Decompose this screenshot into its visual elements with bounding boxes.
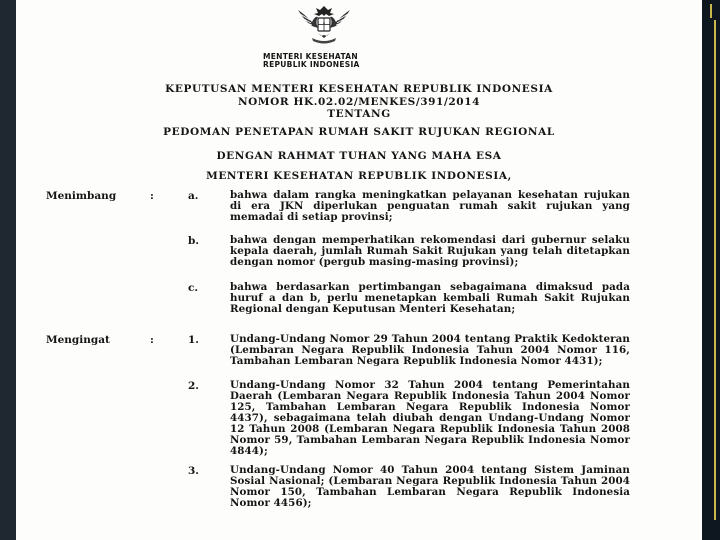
decree-number: NOMOR HK.02.02/MENKES/391/2014: [237, 96, 481, 108]
mengingat-item-num: 3.: [188, 465, 199, 477]
mengingat-label: Mengingat: [46, 334, 110, 346]
menimbang-item-text: bahwa dengan memperhatikan rekomendasi dari gubernur selaku kepala daerah, jumlah Rumah Sakit Rujukan yang telah ditetapkan dengan nomor (pergub masing-masing provinsi);: [230, 234, 630, 268]
decree-tentang: TENTANG: [327, 108, 391, 120]
menimbang-colon: :: [150, 190, 154, 202]
mengingat-item-num: 1.: [188, 334, 199, 346]
menimbang-item-text: bahwa berdasarkan pertimbangan sebagaimana dimaksud pada huruf a dan b, perlu menetapkan kembali Rumah Sakit Rujukan Regional dengan Keputusan Menteri Kesehatan;: [230, 281, 630, 315]
decree-title: KEPUTUSAN MENTERI KESEHATAN REPUBLIK INDONESIA: [165, 83, 553, 95]
mengingat-colon: :: [150, 334, 154, 346]
mengingat-item-text: Undang-Undang Nomor 32 Tahun 2004 tentang Pemerintahan Daerah (Lembaran Negara Republik Indonesia Tahun 2004 Nomor 125, Tambahan Lembaran Negara Republik Indonesia Nomor 4437), sebagaimana telah diubah dengan Undang-Undang Nomor 12 Tahun 2008 (Lembaran Negara Republik Indonesia Tahun 2008 Nomor 59, Tambahan Lembaran Negara Republik Indonesia Nomor 4844);: [230, 379, 630, 457]
decree-issuer: MENTERI KESEHATAN REPUBLIK INDONESIA,: [206, 170, 512, 182]
slide-background-left: [0, 0, 16, 540]
decree-invocation: DENGAN RAHMAT TUHAN YANG MAHA ESA: [216, 150, 502, 162]
menimbang-item-num: a.: [188, 190, 199, 202]
ministry-line-1: MENTERI KESEHATAN: [263, 52, 358, 61]
mengingat-item-text: Undang-Undang Nomor 40 Tahun 2004 tentang Sistem Jaminan Sosial Nasional; (Lembaran Negara Republik Indonesia Tahun 2004 Nomor 150, Tambahan Lembaran Negara Republik Indonesia Nomor 4456);: [230, 464, 630, 509]
menimbang-item-text: bahwa dalam rangka meningkatkan pelayanan kesehatan rujukan di era JKN diperlukan penguatan rumah sakit rujukan yang memadai di setiap provinsi;: [230, 189, 630, 223]
menimbang-item-num: c.: [188, 282, 199, 294]
menimbang-item-num: b.: [188, 235, 199, 247]
menimbang-label: Menimbang: [46, 190, 117, 202]
slide-accent-line: [714, 20, 716, 520]
ministry-line-2: REPUBLIK INDONESIA: [263, 60, 360, 69]
ministry-header: [263, 53, 423, 69]
decree-subject: PEDOMAN PENETAPAN RUMAH SAKIT RUJUKAN REGIONAL: [163, 126, 555, 138]
mengingat-item-text: Undang-Undang Nomor 29 Tahun 2004 tentang Praktik Kedokteran (Lembaran Negara Republik Indonesia Tahun 2004 Nomor 116, Tambahan Lembaran Negara Republik Indonesia Nomor 4431);: [230, 333, 630, 367]
slide-background-right: [702, 0, 720, 540]
slide-corner-mark: [710, 4, 718, 18]
mengingat-item-num: 2.: [188, 380, 199, 392]
garuda-emblem-icon: [294, 0, 354, 46]
document-page: [16, 0, 702, 540]
